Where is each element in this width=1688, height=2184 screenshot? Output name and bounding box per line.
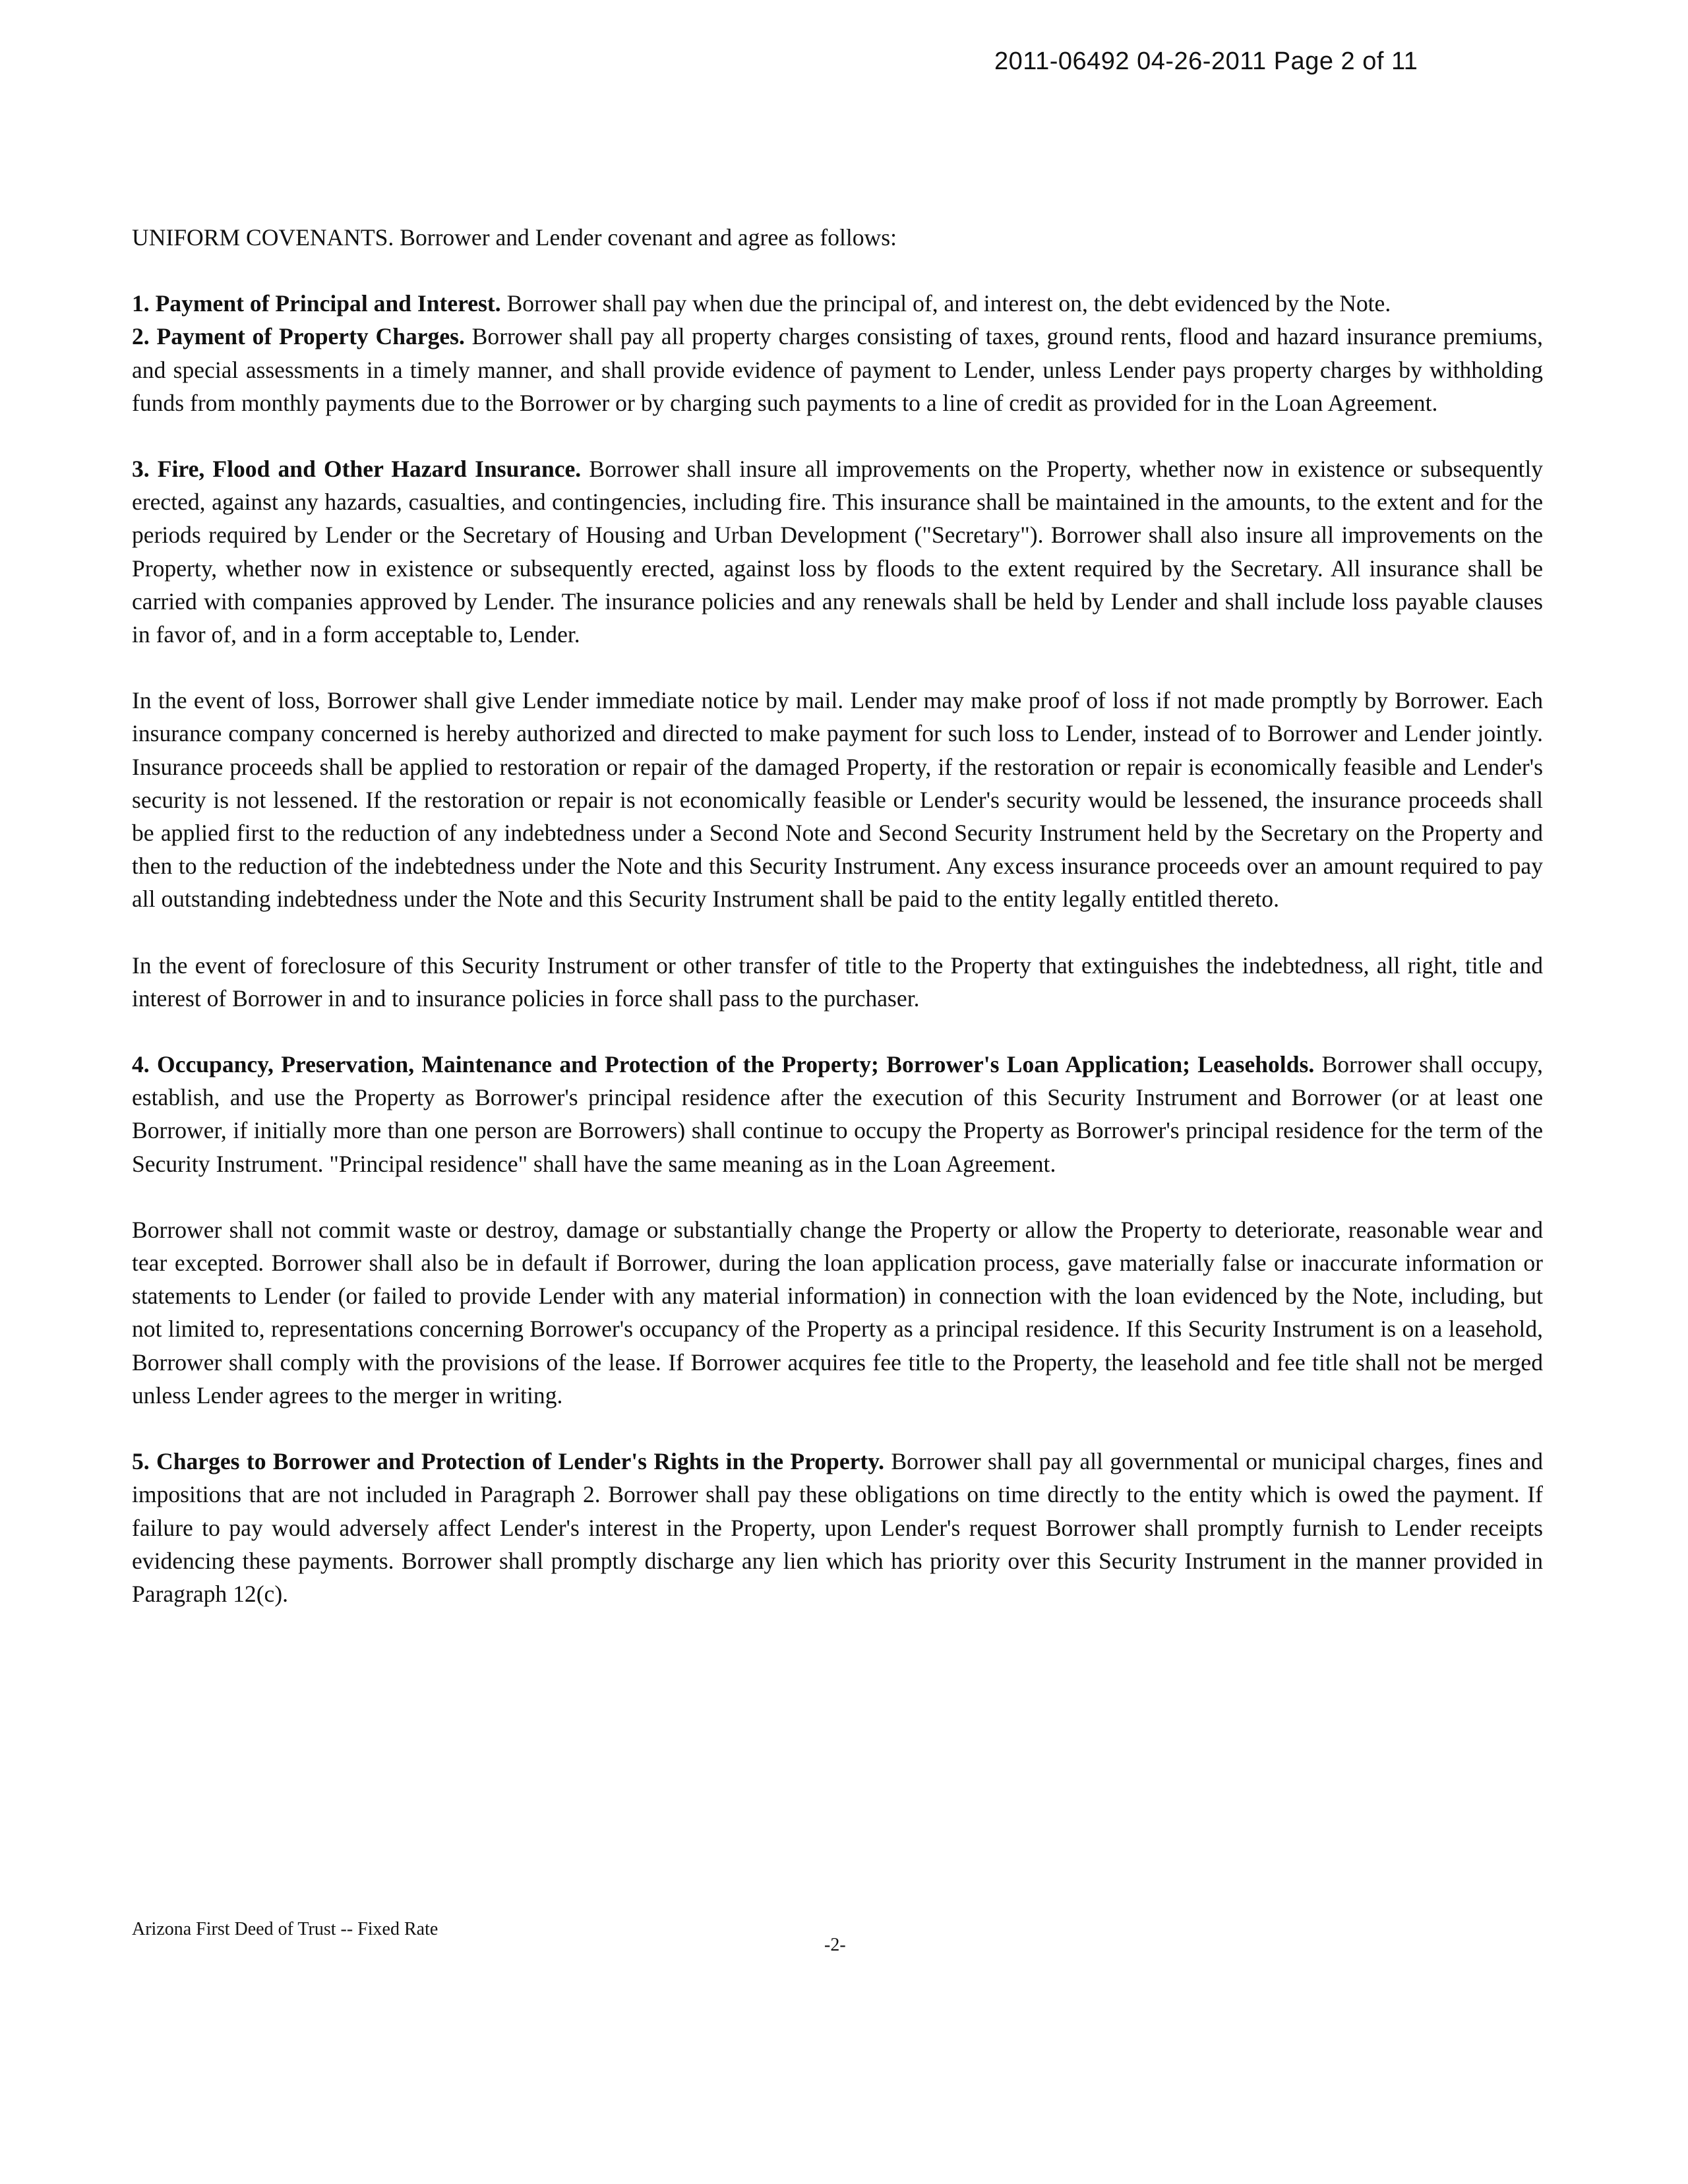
section-1 (132, 287, 1543, 320)
section-4-text: Borrower shall occupy, establish, and use the Property as Borrower's principal residence after the execution of this Security Instrument and Borrower (or at least one Borrower, if initially more than one person are Borrowers) shall continue to occupy the Property as Borrower's principal residence for the term of the Security Instrument. "Principal residence" shall have the same meaning as in the Loan Agreement. (132, 1051, 1544, 1177)
section-2-heading: 2. Payment of Property Charges. (132, 323, 465, 350)
document-body (132, 221, 1543, 1610)
recording-stamp: 2011-06492 04-26-2011 Page 2 of 11 (994, 47, 1418, 75)
section-5-heading: 5. Charges to Borrower and Protection of Lender's Rights in the Property. (132, 1448, 884, 1475)
section-3-paragraph-2: In the event of loss, Borrower shall give Lender immediate notice by mail. Lender may make proof of loss if not made promptly by Borrower. Each insurance company concerned is hereby authorized and directed to make payment for such loss to Lender, instead of to Borrower and Lender jointly. Insurance proceeds shall be applied to restoration or repair of the damaged Property, if the restoration or repair is economically feasible and Lender's security is not lessened. If the restoration or repair is not economically feasible or Lender's security would be lessened, the insurance proceeds shall be applied first to the reduction of any indebtedness under a Second Note and Second Security Instrument held by the Secretary on the Property and then to the reduction of the indebtedness under the Note and this Security Instrument. Any excess insurance proceeds over an amount required to pay all outstanding indebtedness under the Note and this Security Instrument shall be paid to the entity legally entitled thereto. (132, 687, 1543, 913)
section-2 (132, 320, 1543, 419)
section-4-heading: 4. Occupancy, Preservation, Maintenance and Protection of the Property; Borrower's Loan Application; Leaseholds. (132, 1051, 1315, 1078)
section-3 (132, 452, 1543, 651)
footer-form-name: Arizona First Deed of Trust -- Fixed Rate (132, 1919, 438, 1939)
section-5-text: Borrower shall pay all governmental or municipal charges, fines and impositions that are not included in Paragraph 2. Borrower shall pay these obligations on time directly to the entity which is owed the payment. If failure to pay would adversely affect Lender's interest in the Property, upon Lender's request Borrower shall promptly furnish to Lender receipts evidencing these payments. Borrower shall promptly discharge any lien which has priority over this Security Instrument in the manner provided in Paragraph 12(c). (132, 1448, 1543, 1607)
section-4-paragraph-2: Borrower shall not commit waste or destroy, damage or substantially change the Property or allow the Property to deteriorate, reasonable wear and tear excepted. Borrower shall also be in default if Borrower, during the loan application process, gave materially false or inaccurate information or statements to Lender (or failed to provide Lender with any material information) in connection with the loan evidenced by the Note, including, but not limited to, representations concerning Borrower's occupancy of the Property as a principal residence. If this Security Instrument is on a leasehold, Borrower shall comply with the provisions of the lease. If Borrower acquires fee title to the Property, the leasehold and fee title shall not be merged unless Lender agrees to the merger in writing. (132, 1216, 1543, 1409)
section-3-heading: 3. Fire, Flood and Other Hazard Insurance. (132, 456, 582, 483)
intro-line: UNIFORM COVENANTS. Borrower and Lender covenant and agree as follows: (132, 224, 897, 251)
section-1-text: Borrower shall pay when due the principal of, and interest on, the debt evidenced by the Note. (500, 290, 1391, 317)
section-5 (132, 1445, 1543, 1610)
section-3-text: Borrower shall insure all improvements on the Property, whether now in existence or subsequently erected, against any hazards, casualties, and contingencies, including fire. This insurance shall be maintained in the amounts, to the extent and for the periods required by Lender or the Secretary of Housing and Urban Development ("Secretary"). Borrower shall also insure all improvements on the Property, whether now in existence or subsequently erected, against loss by floods to the extent required by the Secretary. All insurance shall be carried with companies approved by Lender. The insurance policies and any renewals shall be held by Lender and shall include loss payable clauses in favor of, and in a form acceptable to, Lender. (132, 456, 1544, 648)
section-4 (132, 1048, 1543, 1180)
section-3-paragraph-3: In the event of foreclosure of this Security Instrument or other transfer of title to the Property that extinguishes the indebtedness, all right, title and interest of Borrower in and to insurance policies in force shall pass to the purchaser. (132, 952, 1543, 1012)
section-2-text: Borrower shall pay all property charges consisting of taxes, ground rents, flood and hazard insurance premiums, and special assessments in a timely manner, and shall provide evidence of payment to Lender, unless Lender pays property charges by withholding funds from monthly payments due to the Borrower or by charging such payments to a line of credit as provided for in the Loan Agreement. (132, 323, 1543, 416)
section-1-heading: 1. Payment of Principal and Interest. (132, 290, 501, 317)
footer-page-number: -2- (824, 1935, 846, 1955)
